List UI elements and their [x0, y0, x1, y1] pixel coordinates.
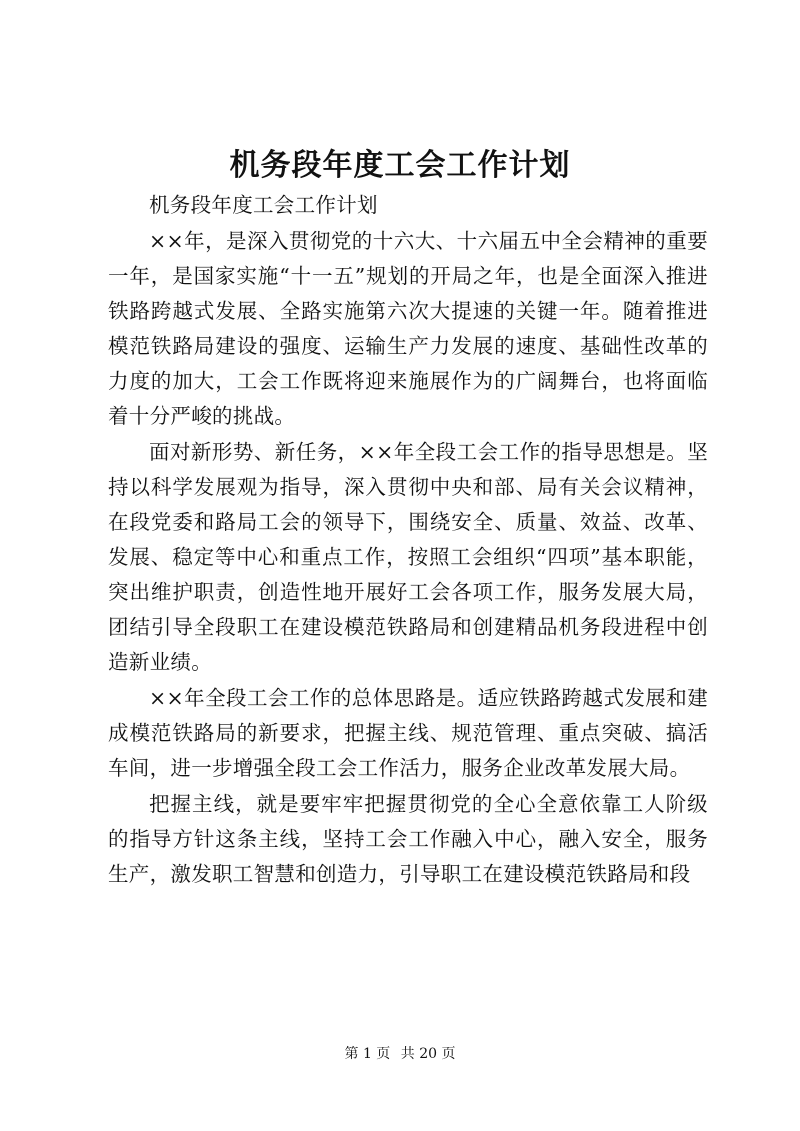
subtitle-paragraph: 机务段年度工会工作计划 — [149, 193, 378, 217]
main-line-paragraph: 把握主线，就是要牢牢把握贯彻党的全心全意依靠工人阶级的指导方针这条主线，坚持工会工作融入中心，融入安全，服务生产，激发职工智慧和创造力，引导职工在建设模范铁路局和段 — [108, 792, 708, 886]
page-footer — [0, 1043, 800, 1063]
page-total: 共 20 页 — [400, 1046, 456, 1062]
page-number: 第 1 页 — [344, 1046, 391, 1062]
overall-approach-paragraph: ××年全段工会工作的总体思路是。适应铁路跨越式发展和建成模范铁路局的新要求，把握主线、规范管理、重点突破、搞活车间，进一步增强全段工会工作活力，服务企业改革发展大局。 — [108, 686, 708, 780]
guiding-thought-paragraph: 面对新形势、新任务，××年全段工会工作的指导思想是。坚持以科学发展观为指导，深入贯彻中央和部、局有关会议精神，在段党委和路局工会的领导下，围绕安全、质量、效益、改革、发展、稳定等中心和重点工作，按照工会组织“四项”基本职能，突出维护职责，创造性地开展好工会各项工作，服务发展大局，团结引导全段职工在建设模范铁路局和创建精品机务段进程中创造新业绩。 — [108, 440, 708, 674]
document-body — [108, 188, 708, 893]
intro-paragraph: ××年，是深入贯彻党的十六大、十六届五中全会精神的重要一年，是国家实施“十一五”规划的开局之年，也是全面深入推进铁路跨越式发展、全路实施第六次大提速的关键一年。随着推进模范铁路局建设的强度、运输生产力发展的速度、基础性改革的力度的加大，工会工作既将迎来施展作为的广阔舞台，也将面临着十分严峻的挑战。 — [108, 229, 708, 428]
document-title: 机务段年度工会工作计划 — [229, 148, 571, 183]
